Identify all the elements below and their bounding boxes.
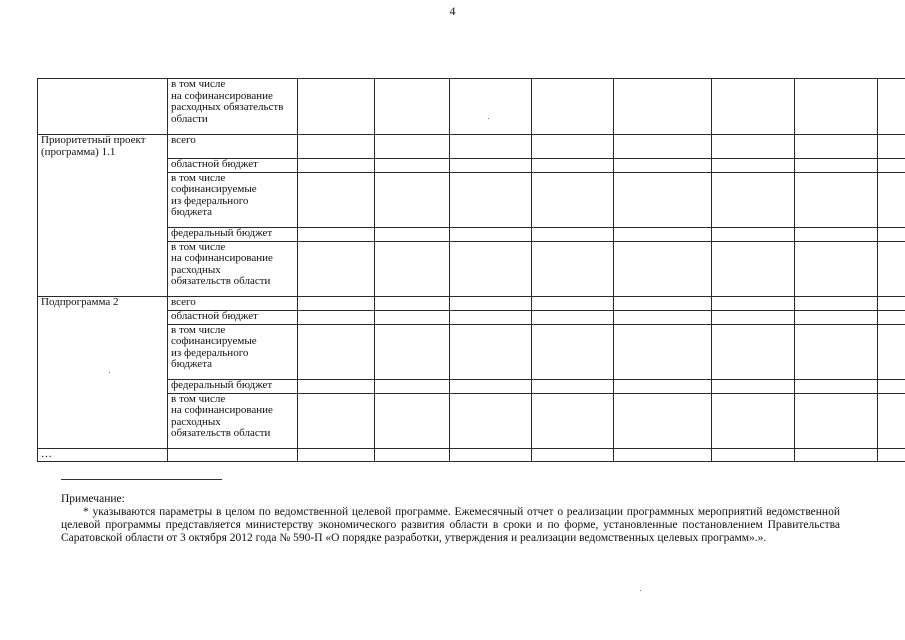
empty-value-cell [614, 379, 712, 393]
empty-value-cell [795, 379, 878, 393]
empty-value-cell [795, 172, 878, 227]
empty-value-cell [614, 135, 712, 159]
row-label-cell: в том числе на софинансирование расходных обязательств области [168, 241, 298, 296]
empty-value-cell [532, 158, 614, 172]
row-label-cell: всего [168, 135, 298, 159]
empty-value-cell [375, 227, 450, 241]
empty-value-cell [298, 135, 375, 159]
empty-value-cell [532, 135, 614, 159]
empty-value-cell [532, 310, 614, 324]
table-row [38, 158, 905, 172]
empty-value-cell [532, 448, 614, 461]
empty-value-cell [450, 172, 532, 227]
empty-value-cell [375, 448, 450, 461]
empty-value-cell [878, 79, 905, 135]
row-group-cell [38, 79, 168, 135]
empty-value-cell [375, 79, 450, 135]
empty-value-cell [712, 227, 795, 241]
empty-value-cell [614, 172, 712, 227]
table-row [38, 448, 905, 461]
row-group-cell: … [38, 448, 168, 461]
empty-value-cell [450, 241, 532, 296]
table-row [38, 241, 905, 296]
empty-value-cell [878, 379, 905, 393]
empty-value-cell [450, 310, 532, 324]
empty-value-cell [712, 241, 795, 296]
row-label-cell: в том числе на софинансирование расходных обязательств области [168, 393, 298, 448]
empty-value-cell [450, 296, 532, 310]
empty-value-cell [375, 393, 450, 448]
table-row [38, 310, 905, 324]
empty-value-cell [375, 310, 450, 324]
empty-value-cell [878, 448, 905, 461]
empty-value-cell [614, 79, 712, 135]
empty-value-cell [532, 79, 614, 135]
empty-value-cell [878, 172, 905, 227]
page-number: 4 [449, 4, 456, 18]
empty-value-cell [878, 241, 905, 296]
row-group-cell [38, 379, 168, 393]
empty-value-cell [795, 448, 878, 461]
table-row [38, 227, 905, 241]
row-label-cell [168, 448, 298, 461]
empty-value-cell [712, 448, 795, 461]
row-label-cell: областной бюджет [168, 310, 298, 324]
table-row [38, 79, 905, 135]
row-group-cell [38, 227, 168, 241]
row-group-cell [38, 393, 168, 448]
empty-value-cell [532, 172, 614, 227]
empty-value-cell [375, 135, 450, 159]
empty-value-cell [450, 324, 532, 379]
empty-value-cell [532, 324, 614, 379]
empty-value-cell [712, 296, 795, 310]
row-label-cell: федеральный бюджет [168, 227, 298, 241]
row-group-cell [38, 241, 168, 296]
empty-value-cell [878, 158, 905, 172]
empty-value-cell [795, 135, 878, 159]
empty-value-cell [614, 296, 712, 310]
empty-value-cell [614, 448, 712, 461]
funding-table [37, 78, 905, 462]
row-label-cell: в том числе софинансируемые из федерального бюджета [168, 172, 298, 227]
empty-value-cell [614, 227, 712, 241]
scan-speck [109, 372, 110, 373]
row-label-cell: федеральный бюджет [168, 379, 298, 393]
empty-value-cell [298, 79, 375, 135]
empty-value-cell [375, 241, 450, 296]
empty-value-cell [450, 79, 532, 135]
scan-speck [640, 590, 641, 591]
row-group-cell: Приоритетный проект (программа) 1.1 [38, 135, 168, 159]
row-group-cell [38, 310, 168, 324]
empty-value-cell [878, 296, 905, 310]
row-group-cell [38, 324, 168, 379]
empty-value-cell [375, 172, 450, 227]
empty-value-cell [614, 310, 712, 324]
table-row [38, 379, 905, 393]
row-group-cell: Подпрограмма 2 [38, 296, 168, 310]
empty-value-cell [795, 393, 878, 448]
empty-value-cell [712, 158, 795, 172]
empty-value-cell [614, 393, 712, 448]
empty-value-cell [712, 379, 795, 393]
note-body: * указываются параметры в целом по ведомственной целевой программе. Ежемесячный отчет о реализации программных мероприятий ведомственной целевой программы представляется министерству экономического развития области в сроки и по форме, установленные постановлением Правительства Саратовской области от 3 октября 2012 года № 590-П «О порядке разработки, утверждения и реализации ведомственных целевых программ».». [61, 506, 840, 544]
empty-value-cell [795, 296, 878, 310]
empty-value-cell [298, 296, 375, 310]
empty-value-cell [375, 296, 450, 310]
empty-value-cell [375, 158, 450, 172]
table-row [38, 135, 905, 159]
empty-value-cell [712, 310, 795, 324]
empty-value-cell [795, 310, 878, 324]
empty-value-cell [450, 135, 532, 159]
footnote-separator [61, 479, 222, 480]
row-label-cell: всего [168, 296, 298, 310]
empty-value-cell [298, 158, 375, 172]
scan-speck [488, 118, 489, 119]
empty-value-cell [712, 393, 795, 448]
empty-value-cell [532, 393, 614, 448]
empty-value-cell [450, 158, 532, 172]
table-row [38, 393, 905, 448]
row-label-cell: областной бюджет [168, 158, 298, 172]
empty-value-cell [298, 393, 375, 448]
note-title: Примечание: [61, 493, 125, 505]
empty-value-cell [298, 241, 375, 296]
empty-value-cell [712, 324, 795, 379]
empty-value-cell [450, 379, 532, 393]
row-label-cell: в том числе софинансируемые из федерального бюджета [168, 324, 298, 379]
empty-value-cell [532, 379, 614, 393]
empty-value-cell [298, 448, 375, 461]
empty-value-cell [878, 135, 905, 159]
empty-value-cell [795, 79, 878, 135]
empty-value-cell [712, 172, 795, 227]
empty-value-cell [795, 227, 878, 241]
empty-value-cell [450, 227, 532, 241]
empty-value-cell [878, 227, 905, 241]
empty-value-cell [532, 296, 614, 310]
empty-value-cell [795, 241, 878, 296]
empty-value-cell [298, 324, 375, 379]
empty-value-cell [878, 393, 905, 448]
empty-value-cell [298, 172, 375, 227]
empty-value-cell [532, 227, 614, 241]
row-group-cell [38, 158, 168, 172]
empty-value-cell [298, 379, 375, 393]
empty-value-cell [712, 79, 795, 135]
empty-value-cell [878, 324, 905, 379]
empty-value-cell [795, 158, 878, 172]
empty-value-cell [712, 135, 795, 159]
empty-value-cell [375, 324, 450, 379]
empty-value-cell [532, 241, 614, 296]
empty-value-cell [614, 241, 712, 296]
empty-value-cell [450, 448, 532, 461]
table-row [38, 296, 905, 310]
table-row [38, 324, 905, 379]
row-group-cell [38, 172, 168, 227]
table-row [38, 172, 905, 227]
empty-value-cell [450, 393, 532, 448]
empty-value-cell [614, 324, 712, 379]
empty-value-cell [298, 227, 375, 241]
empty-value-cell [298, 310, 375, 324]
row-label-cell: в том числе на софинансирование расходных обязательств области [168, 79, 298, 135]
empty-value-cell [795, 324, 878, 379]
empty-value-cell [614, 158, 712, 172]
empty-value-cell [878, 310, 905, 324]
empty-value-cell [375, 379, 450, 393]
